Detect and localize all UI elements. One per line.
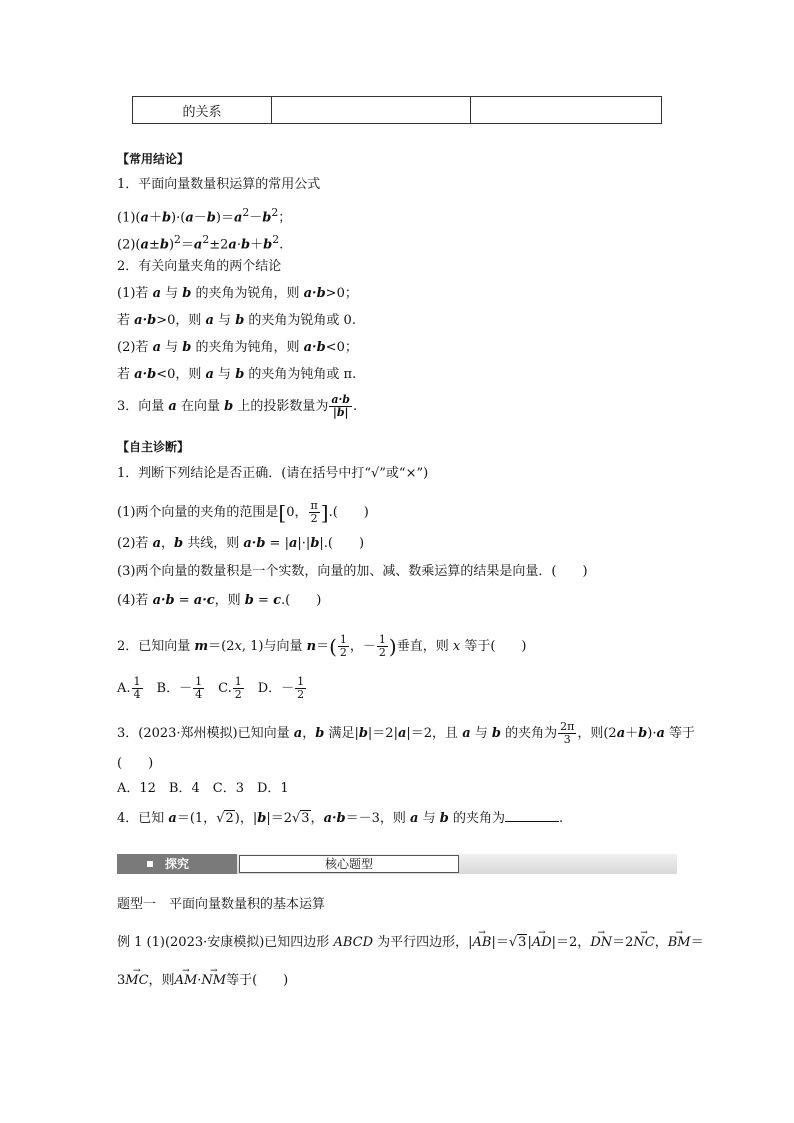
- formula-line: $(1)(a+b)\cdot(a-b)=a^2-b^2$；: [117, 206, 292, 226]
- question-3: 3．(2023·郑州模拟)已知向量 a，b 满足|b|＝2|a|＝2，且 a 与 b 的夹角为 $\frac{2\pi}{3}$ ，则(2a＋b)·a 等于: [117, 720, 696, 746]
- fraction: $\frac{2\pi}{3}$: [560, 720, 575, 746]
- square-icon: [147, 861, 153, 867]
- answer-options: A. $\frac{1}{4}$ B．－ $\frac{1}{4}$ C. $\frac{1}{2}$ D．－ $\frac{1}{2}$: [117, 675, 305, 701]
- section-heading-self-diagnosis: 【自主诊断】: [117, 440, 190, 454]
- question-2: 2．已知向量 m＝(2x, 1)与向量 n＝( $\frac{1}{2}$ ，－ $\frac{1}{2}$ )垂直，则 x 等于( ): [117, 633, 527, 659]
- example-1: 例 1 (1)(2023·安康模拟)已知四边形 ABCD 为平行四边形，|→ AB|＝√3|→ AD|＝2，→ DN＝2→ NC，→ BM＝: [117, 934, 704, 952]
- item-title: 1．平面向量数量积运算的常用公式: [117, 177, 321, 192]
- answer-blank[interactable]: [505, 809, 559, 822]
- fraction: $\frac{a\cdot b}{|b|}$: [331, 393, 350, 419]
- text-line: 若 a·b<0，则 a 与 b 的夹角为钝角或 π.: [117, 367, 357, 382]
- table-row: [133, 97, 662, 124]
- question-title: 1．判断下列结论是否正确．(请在括号中打“√”或“×”): [117, 466, 429, 481]
- item-title: 2．有关向量夹角的两个结论: [117, 259, 282, 274]
- question-4: 4．已知 a＝(1，√2)，|b|＝2√3，a·b＝－3，则 a 与 b 的夹角为 .: [117, 811, 564, 826]
- property-table: [132, 96, 662, 124]
- table-cell: 的关系: [133, 97, 272, 124]
- example-1-line2: 3→ MC，则→ AM·→ NM等于( ): [117, 972, 288, 990]
- text-line: (1)若 a 与 b 的夹角为锐角，则 a·b>0；: [117, 286, 358, 301]
- formula-line: $(2)(a\pm b)^2=a^2\pm 2a\cdot b+b^2$.: [117, 233, 284, 253]
- section-banner: [117, 854, 677, 874]
- answer-options: A．12 B．4 C．3 D．1: [117, 781, 289, 796]
- fraction: $\frac{1}{2}$: [297, 675, 305, 701]
- question-item: (2)若 a，b 共线，则 a·b = |a|·|b|.( ): [117, 536, 365, 551]
- question-item: (1)两个向量的夹角的范围是[0， $\frac{\pi}{2}$ ].( ): [117, 499, 369, 525]
- question-item: (3)两个向量的数量积是一个实数，向量的加、减、数乘运算的结果是向量．( ): [117, 564, 588, 579]
- text-line: 3．向量 a 在向量 b 上的投影数量为 $\frac{a\cdot b}{|b|}$ .: [117, 393, 358, 419]
- question-item: (4)若 a·b = a·c，则 b = c.( ): [117, 593, 322, 608]
- text-line: (2)若 a 与 b 的夹角为钝角，则 a·b<0；: [117, 340, 358, 355]
- table-cell: [272, 97, 471, 124]
- fraction: $\frac{\pi}{2}$: [310, 499, 318, 525]
- fraction: $\frac{1}{2}$: [339, 633, 347, 659]
- table-cell: [471, 97, 662, 124]
- answer-paren: ( ): [117, 756, 154, 771]
- fraction: $\frac{1}{4}$: [195, 675, 203, 701]
- banner-left: 探究: [117, 854, 237, 874]
- banner-right: 核心题型: [239, 855, 459, 873]
- fraction: $\frac{1}{2}$: [378, 633, 386, 659]
- fraction: $\frac{1}{4}$: [133, 675, 141, 701]
- text-line: 若 a·b>0，则 a 与 b 的夹角为锐角或 0.: [117, 313, 356, 328]
- fraction: $\frac{1}{2}$: [234, 675, 242, 701]
- type-title: 题型一 平面向量数量积的基本运算: [117, 897, 326, 912]
- section-heading-common-conclusions: 【常用结论】: [117, 152, 190, 166]
